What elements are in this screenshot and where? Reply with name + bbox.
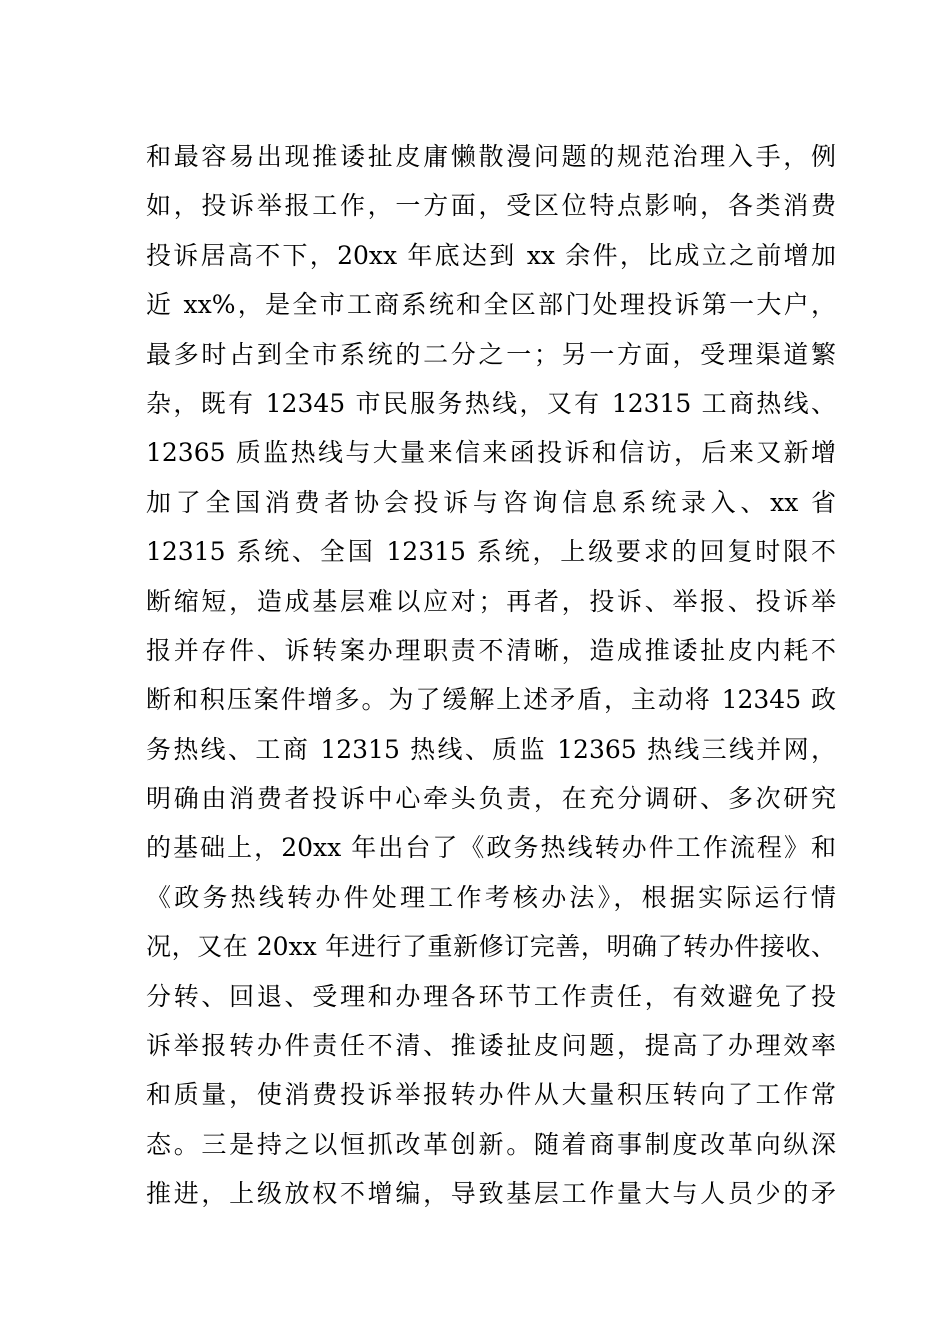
text-line: 务热线、工商 12315 热线、质监 12365 热线三线并网， bbox=[146, 734, 836, 764]
text-line: 诉举报转办件责任不清、推诿扯皮问题，提高了办理效率 bbox=[146, 1031, 836, 1061]
text-line: 《政务热线转办件处理工作考核办法》，根据实际运行情 bbox=[146, 882, 836, 912]
body-paragraph bbox=[146, 132, 836, 1219]
text-line: 分转、回退、受理和办理各环节工作责任，有效避免了投 bbox=[146, 981, 836, 1011]
text-line: 的基础上，20xx 年出台了《政务热线转办件工作流程》和 bbox=[146, 833, 836, 863]
text-line: 和质量，使消费投诉举报转办件从大量积压转向了工作常 bbox=[146, 1080, 836, 1110]
text-line: 杂，既有 12345 市民服务热线，又有 12315 工商热线、 bbox=[146, 388, 836, 418]
text-line: 加了全国消费者协会投诉与咨询信息系统录入、xx 省 bbox=[146, 487, 836, 517]
text-line: 和最容易出现推诿扯皮庸懒散漫问题的规范治理入手，例 bbox=[146, 142, 836, 171]
text-line: 12365 质监热线与大量来信来函投诉和信访，后来又新增 bbox=[146, 438, 836, 468]
text-line: 如，投诉举报工作，一方面，受区位特点影响，各类消费 bbox=[146, 191, 836, 221]
text-line: 态。三是持之以恒抓改革创新。随着商事制度改革向纵深 bbox=[146, 1129, 836, 1159]
text-line: 断和积压案件增多。为了缓解上述矛盾，主动将 12345 政 bbox=[146, 685, 836, 715]
text-line: 断缩短，造成基层难以应对；再者，投诉、举报、投诉举 bbox=[146, 586, 836, 616]
text-line: 报并存件、诉转案办理职责不清晰，造成推诿扯皮内耗不 bbox=[146, 635, 836, 665]
text-line: 明确由消费者投诉中心牵头负责，在充分调研、多次研究 bbox=[146, 784, 836, 814]
text-line: 最多时占到全市系统的二分之一；另一方面，受理渠道繁 bbox=[146, 339, 836, 369]
text-line: 推进，上级放权不增编，导致基层工作量大与人员少的矛 bbox=[146, 1179, 836, 1209]
text-line: 投诉居高不下，20xx 年底达到 xx 余件，比成立之前增加 bbox=[146, 240, 836, 270]
text-line: 况，又在 20xx 年进行了重新修订完善，明确了转办件接收、 bbox=[146, 932, 836, 962]
text-line: 近 xx%，是全市工商系统和全区部门处理投诉第一大户， bbox=[146, 290, 836, 320]
text-line: 12315 系统、全国 12315 系统，上级要求的回复时限不 bbox=[146, 537, 836, 567]
